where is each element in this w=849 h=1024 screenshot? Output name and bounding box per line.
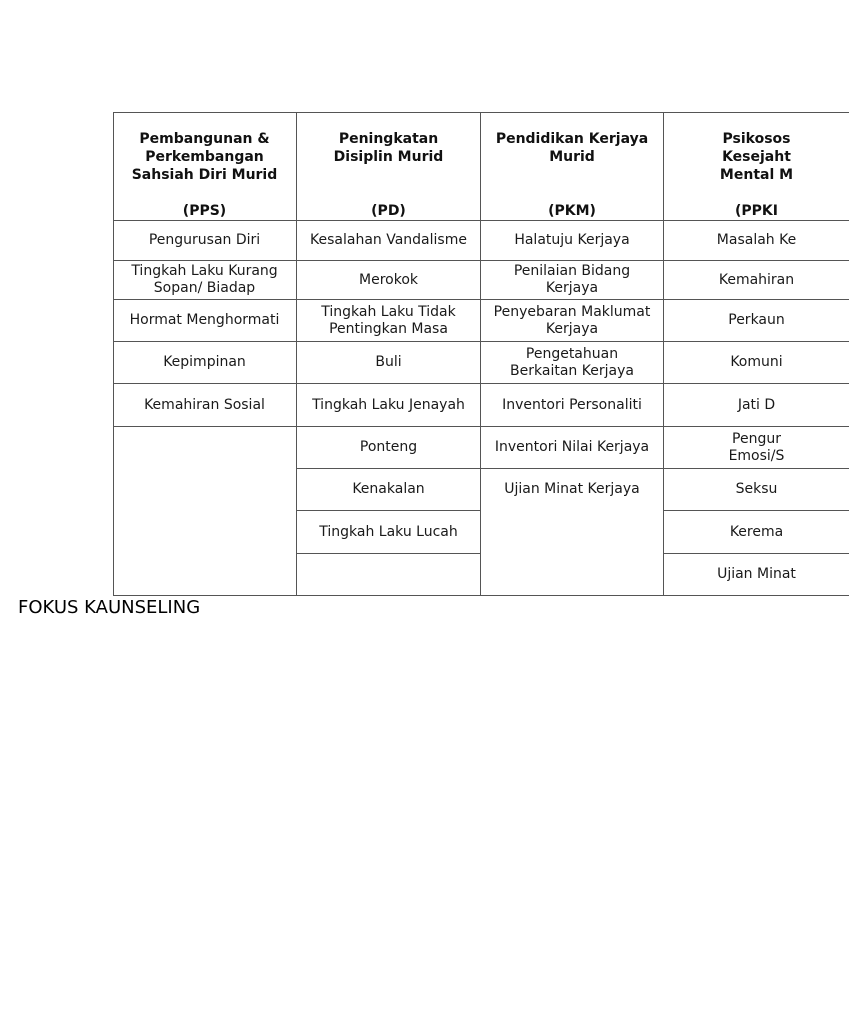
table-cell-pd: Ponteng: [359, 439, 418, 455]
counseling-focus-table: [113, 112, 849, 596]
header-title-pkm: Pendidikan Kerjaya Murid: [495, 131, 649, 165]
table-cell-ppki: Kerema: [729, 523, 784, 540]
table-cell-pd: [297, 554, 480, 595]
table-cell-pkm: Ujian Minat Kerjaya: [504, 481, 640, 497]
table-cell-pkm: Inventori Nilai Kerjaya: [494, 439, 650, 455]
header-code-ppki: (PPKI: [735, 203, 778, 219]
section-heading: FOKUS KAUNSELING: [18, 597, 201, 618]
table-cell-pkm: Pengetahuan Berkaitan Kerjaya: [510, 345, 634, 379]
table-cell-pps: Hormat Menghormati: [129, 312, 280, 328]
header-title-ppki: Psikosos Kesejaht Mental M: [719, 131, 794, 183]
table-cell-pd: Tingkah Laku Jenayah: [312, 396, 465, 413]
table-cell-ppki: Jati D: [737, 396, 776, 413]
table-cell-pd: Tingkah Laku Lucah: [319, 523, 458, 540]
table-cell-pps: Kepimpinan: [163, 354, 246, 370]
header-code-pd: (PD): [371, 203, 406, 219]
table-cell-pps: Kemahiran Sosial: [144, 396, 265, 413]
table-cell-pd: Tingkah Laku Tidak Pentingkan Masa: [321, 303, 456, 337]
table-cell-pps: Tingkah Laku Kurang Sopan/ Biadap: [131, 263, 278, 296]
table-cell-pkm: Halatuju Kerjaya: [514, 232, 630, 248]
header-code-pps: (PPS): [182, 203, 227, 219]
table-bottom-border: [113, 595, 849, 596]
table-cell-pd: Kenakalan: [352, 481, 425, 497]
table-cell-pkm: Penilaian Bidang Kerjaya: [513, 263, 631, 296]
header-code-pkm: (PKM): [548, 203, 596, 219]
table-cell-ppki: Ujian Minat: [717, 566, 796, 582]
table-cell-ppki: Pengur Emosi/S: [728, 430, 785, 464]
table-cell-pd: Merokok: [359, 271, 418, 288]
table-cell-pd: Kesalahan Vandalisme: [310, 232, 467, 248]
table-cell-ppki: Kemahiran: [718, 271, 795, 288]
table-cell-ppki: Masalah Ke: [716, 232, 797, 248]
table-cell-ppki: Perkaun: [728, 312, 785, 328]
table-cell-ppki: Seksu: [735, 481, 778, 497]
table-cell-pps: Pengurusan Diri: [148, 232, 261, 248]
table-cell-ppki: Komuni: [730, 354, 783, 370]
table-cell-pkm: Penyebaran Maklumat Kerjaya: [493, 303, 651, 337]
header-title-pd: Peningkatan Disiplin Murid: [333, 131, 444, 165]
table-cell-pd: Buli: [375, 354, 402, 370]
header-title-pps: Pembangunan & Perkembangan Sahsiah Diri Murid: [131, 131, 278, 183]
table-cell-pkm: Inventori Personaliti: [502, 396, 642, 413]
table-top-border: [113, 112, 849, 113]
